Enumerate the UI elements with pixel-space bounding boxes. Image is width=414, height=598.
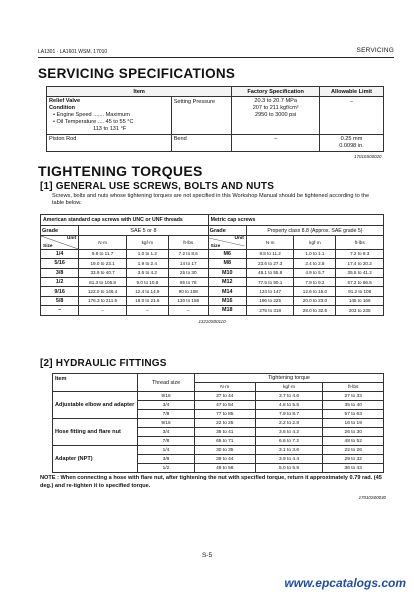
- am-kgfm: –: [126, 306, 168, 315]
- spec-title: SERVICING SPECIFICATIONS: [38, 66, 236, 81]
- hyd-nm: 39 to 44: [195, 455, 256, 464]
- relief-factory-psi: 2950 to 3000 psi: [254, 112, 297, 118]
- me-kgfm: 12.6 to 15.0: [294, 287, 336, 296]
- me-unit-kgfm: kgf·m: [294, 235, 336, 249]
- torques-code: 13210S00110: [198, 319, 226, 325]
- hyd-nm: 49 to 58: [195, 464, 256, 473]
- am-nm: 9.8 to 11.7: [79, 249, 127, 258]
- am-unit-nm: N·m: [79, 235, 127, 249]
- am-nm: 122.0 to 146.4: [79, 287, 127, 296]
- hyd-kgfm: 4.8 to 5.5: [255, 401, 323, 410]
- page-number: S-5: [201, 552, 213, 559]
- relief-setting: Setting Pressure: [171, 97, 232, 135]
- hyd-ftlbs: 29 to 32: [323, 455, 384, 464]
- am-kgfm: 1.9 to 2.4: [126, 259, 168, 268]
- metric-grade-value: Property class 8.8 (Approx. SAE grade 5): [246, 226, 383, 235]
- torques-title: TIGHTENING TORQUES: [38, 163, 203, 179]
- am-unit-ftlbs: ft-lbs: [168, 235, 208, 249]
- am-size: 5/16: [41, 259, 79, 268]
- hydraulic-heading: [2] HYDRAULIC FITTINGS: [40, 358, 167, 369]
- hyd-thread: 9/16: [138, 419, 195, 428]
- watermark-link[interactable]: www.epcatalogs.com: [284, 576, 406, 590]
- relief-condition: Condition: [49, 105, 76, 111]
- me-ftlbs: 91.2 to 108: [336, 287, 384, 296]
- spec-col-item: Item: [47, 87, 232, 97]
- hyd-ftlbs: 36 to 43: [323, 464, 384, 473]
- relief-bullet-temp: Oil Temperature .... 45 to 55 °C: [56, 119, 134, 125]
- size-label: Size: [210, 243, 221, 249]
- relief-bullet-temp-f: 113 to 131 °F: [93, 126, 127, 132]
- spec-row-relief: Relief Valve Condition • Engine Speed ....... Maximum • Oil Temperature .... 45 to 55 °C 113 to 131 °F Setting Pressure 20.3 to 20.7 MPa 207 to 211 kgf/cm² 2950 to 3000 psi –: [47, 97, 384, 135]
- am-ftlbs: 65 to 78: [168, 277, 208, 286]
- hyd-thread: 7/8: [138, 410, 195, 419]
- hyd-ftlbs: 26 to 30: [323, 428, 384, 437]
- piston-setting: Bend: [171, 135, 232, 152]
- me-kgfm: 20.0 to 23.0: [294, 296, 336, 305]
- me-size: M12: [208, 277, 246, 286]
- hyd-nm: 35 to 41: [195, 428, 256, 437]
- am-nm: 33.9 to 40.7: [79, 268, 127, 277]
- hyd-col-torque: Tightening torque: [195, 374, 384, 383]
- american-cap-screws-title: American standard cap screws with UNC or UNF threads: [41, 215, 209, 226]
- hyd-kgfm: 7.9 to 8.7: [255, 410, 323, 419]
- hyd-kgfm: 2.2 to 2.8: [255, 419, 323, 428]
- me-size: M10: [208, 268, 246, 277]
- am-kgfm: 9.0 to 10.8: [126, 277, 168, 286]
- hyd-unit-ftlbs: ft-lbs: [323, 383, 384, 392]
- hyd-item-adjustable-elbow: Adjustable elbow and adapter: [53, 392, 138, 419]
- am-ftlbs: –: [168, 306, 208, 315]
- hyd-item-adapter-npt: Adapter (NPT): [53, 446, 138, 473]
- am-unit-kgfm: kgf·m: [126, 235, 168, 249]
- hyd-kgfm: 3.7 to 4.6: [255, 392, 323, 401]
- spec-col-factory: Factory Specification: [232, 87, 320, 97]
- metric-unit-size-cell: [208, 235, 246, 249]
- me-ftlbs: 145 to 166: [336, 296, 384, 305]
- me-nm: 275 to 318: [246, 306, 294, 315]
- hyd-unit-nm: N·m: [195, 383, 256, 392]
- hydraulic-table: [52, 373, 384, 473]
- me-kgfm: 2.4 to 2.8: [294, 259, 336, 268]
- hyd-unit-kgfm: kgf·m: [255, 383, 323, 392]
- am-ftlbs: 90 to 108: [168, 287, 208, 296]
- spec-col-limit: Allowable Limit: [319, 87, 383, 97]
- unit-label: Unit: [234, 235, 244, 241]
- hyd-ftlbs: 27 to 33: [323, 392, 384, 401]
- hyd-ftlbs: 22 to 26: [323, 446, 384, 455]
- hydraulic-code: 17010S00030: [358, 495, 386, 500]
- table-row: [41, 249, 384, 258]
- table-row: [41, 306, 384, 315]
- me-size: M16: [208, 296, 246, 305]
- me-size: M8: [208, 259, 246, 268]
- me-ftlbs: 203 to 235: [336, 306, 384, 315]
- table-row: [53, 446, 384, 455]
- am-size: 3/8: [41, 268, 79, 277]
- me-nm: 48.1 to 55.8: [246, 268, 294, 277]
- hyd-nm: 65 to 71: [195, 437, 256, 446]
- me-kgfm: 7.9 to 9.2: [294, 277, 336, 286]
- size-label: Size: [43, 243, 53, 249]
- me-kgfm: 1.0 to 1.1: [294, 249, 336, 258]
- am-ftlbs: 7.2 to 8.6: [168, 249, 208, 258]
- me-nm: 9.8 to 11.2: [246, 249, 294, 258]
- am-size: 1/2: [41, 277, 79, 286]
- me-ftlbs: 57.2 to 66.5: [336, 277, 384, 286]
- metric-grade-label: Grade: [208, 226, 246, 235]
- hyd-thread: 9/16: [138, 392, 195, 401]
- me-nm: 23.6 to 27.3: [246, 259, 294, 268]
- me-size: M14: [208, 287, 246, 296]
- hyd-col-thread: Thread size: [138, 374, 195, 392]
- me-ftlbs: 7.2 to 8.3: [336, 249, 384, 258]
- am-kgfm: 12.4 to 14.9: [126, 287, 168, 296]
- piston-name: Piston Rod: [47, 135, 172, 152]
- table-row: [53, 392, 384, 401]
- unit-label: Unit: [66, 235, 77, 241]
- me-size: M6: [208, 249, 246, 258]
- hyd-ftlbs: 35 to 40: [323, 401, 384, 410]
- table-row: [41, 268, 384, 277]
- hyd-thread: 3/8: [138, 455, 195, 464]
- me-ftlbs: 35.5 to 41.2: [336, 268, 384, 277]
- hyd-thread: 7/8: [138, 437, 195, 446]
- me-nm: 124 to 147: [246, 287, 294, 296]
- table-row: [41, 277, 384, 286]
- header-model: LA1301 · LA1601 WSM, 17010: [38, 49, 108, 55]
- am-kgfm: 3.5 to 4.2: [126, 268, 168, 277]
- hyd-kgfm: 3.6 to 4.2: [255, 428, 323, 437]
- piston-limit-mm: 0.25 mm: [340, 136, 363, 142]
- hyd-nm: 37 to 44: [195, 392, 256, 401]
- hyd-nm: 47 to 54: [195, 401, 256, 410]
- am-size: 9/16: [41, 287, 79, 296]
- am-kgfm: 18.0 to 21.6: [126, 296, 168, 305]
- general-torque-table: [40, 214, 384, 326]
- spec-row-piston: [47, 135, 384, 152]
- hyd-ftlbs: 57 to 63: [323, 410, 384, 419]
- table-row: [41, 259, 384, 268]
- torques-intro: Screws, bolts and nuts whose tightening torques are not specified in this Workshop Manual should be tightened according to the table below.: [52, 193, 370, 206]
- am-ftlbs: 14 to 17: [168, 259, 208, 268]
- relief-limit: –: [319, 97, 383, 135]
- hyd-ftlbs: 48 to 52: [323, 437, 384, 446]
- spec-table: [46, 86, 384, 159]
- am-size: –: [41, 306, 79, 315]
- relief-bullet-speed: Engine Speed ....... Maximum: [56, 112, 130, 118]
- me-unit-nm: N·m: [246, 235, 294, 249]
- metric-cap-screws-title: Metric cap screws: [208, 215, 383, 226]
- hyd-ftlbs: 16 to 19: [323, 419, 384, 428]
- hydraulic-note: NOTE : When connecting a hose with flare nut, after tightening the nut with specified torque, return it approximately 0.79 rad. (45 deg.) and re-tighten it to specified torque.: [40, 475, 382, 489]
- hyd-item-hose-fitting: Hose fitting and flare nut: [53, 419, 138, 446]
- am-nm: –: [79, 306, 127, 315]
- relief-name: Relief Valve: [49, 98, 81, 104]
- relief-factory-kgf: 207 to 211 kgf/cm²: [252, 105, 299, 111]
- hyd-nm: 22 to 25: [195, 419, 256, 428]
- piston-factory: –: [232, 135, 320, 152]
- hyd-col-item: Item: [53, 374, 138, 392]
- me-size: M18: [208, 306, 246, 315]
- am-size: 5/8: [41, 296, 79, 305]
- am-nm: 81.3 to 105.8: [79, 277, 127, 286]
- hyd-thread: 3/4: [138, 428, 195, 437]
- hyd-thread: 1/4: [138, 446, 195, 455]
- me-unit-ftlbs: ft-lbs: [336, 235, 384, 249]
- spec-code: 17010S00020: [354, 154, 382, 159]
- hyd-kgfm: 3.1 to 3.6: [255, 446, 323, 455]
- me-nm: 77.5 to 90.1: [246, 277, 294, 286]
- piston-limit-in: 0.0098 in.: [339, 143, 364, 149]
- header-section: SERVICING: [356, 47, 394, 54]
- me-ftlbs: 17.4 to 20.2: [336, 259, 384, 268]
- am-nm: 176.3 to 211.5: [79, 296, 127, 305]
- table-row: [41, 296, 384, 305]
- am-kgfm: 1.0 to 1.2: [126, 249, 168, 258]
- american-grade-value: SAE 5 or 8: [79, 226, 208, 235]
- am-ftlbs: 130 to 156: [168, 296, 208, 305]
- hyd-kgfm: 6.6 to 7.2: [255, 437, 323, 446]
- hyd-kgfm: 5.0 to 5.9: [255, 464, 323, 473]
- hyd-kgfm: 3.9 to 4.4: [255, 455, 323, 464]
- am-size: 1/4: [41, 249, 79, 258]
- relief-factory-mpa: 20.3 to 20.7 MPa: [254, 98, 297, 104]
- american-unit-size-cell: [41, 235, 79, 249]
- hyd-nm: 77 to 85: [195, 410, 256, 419]
- hyd-nm: 30 to 35: [195, 446, 256, 455]
- me-nm: 196 to 225: [246, 296, 294, 305]
- me-kgfm: 4.9 to 5.7: [294, 268, 336, 277]
- me-kgfm: 28.0 to 32.5: [294, 306, 336, 315]
- am-nm: 19.0 to 23.1: [79, 259, 127, 268]
- table-row: [41, 287, 384, 296]
- hyd-thread: 3/4: [138, 401, 195, 410]
- general-screws-heading: [1] GENERAL USE SCREWS, BOLTS AND NUTS: [40, 181, 275, 192]
- hyd-thread: 1/2: [138, 464, 195, 473]
- header-rule: [38, 57, 394, 58]
- table-row: [53, 419, 384, 428]
- american-grade-label: Grade: [41, 226, 79, 235]
- am-ftlbs: 25 to 30: [168, 268, 208, 277]
